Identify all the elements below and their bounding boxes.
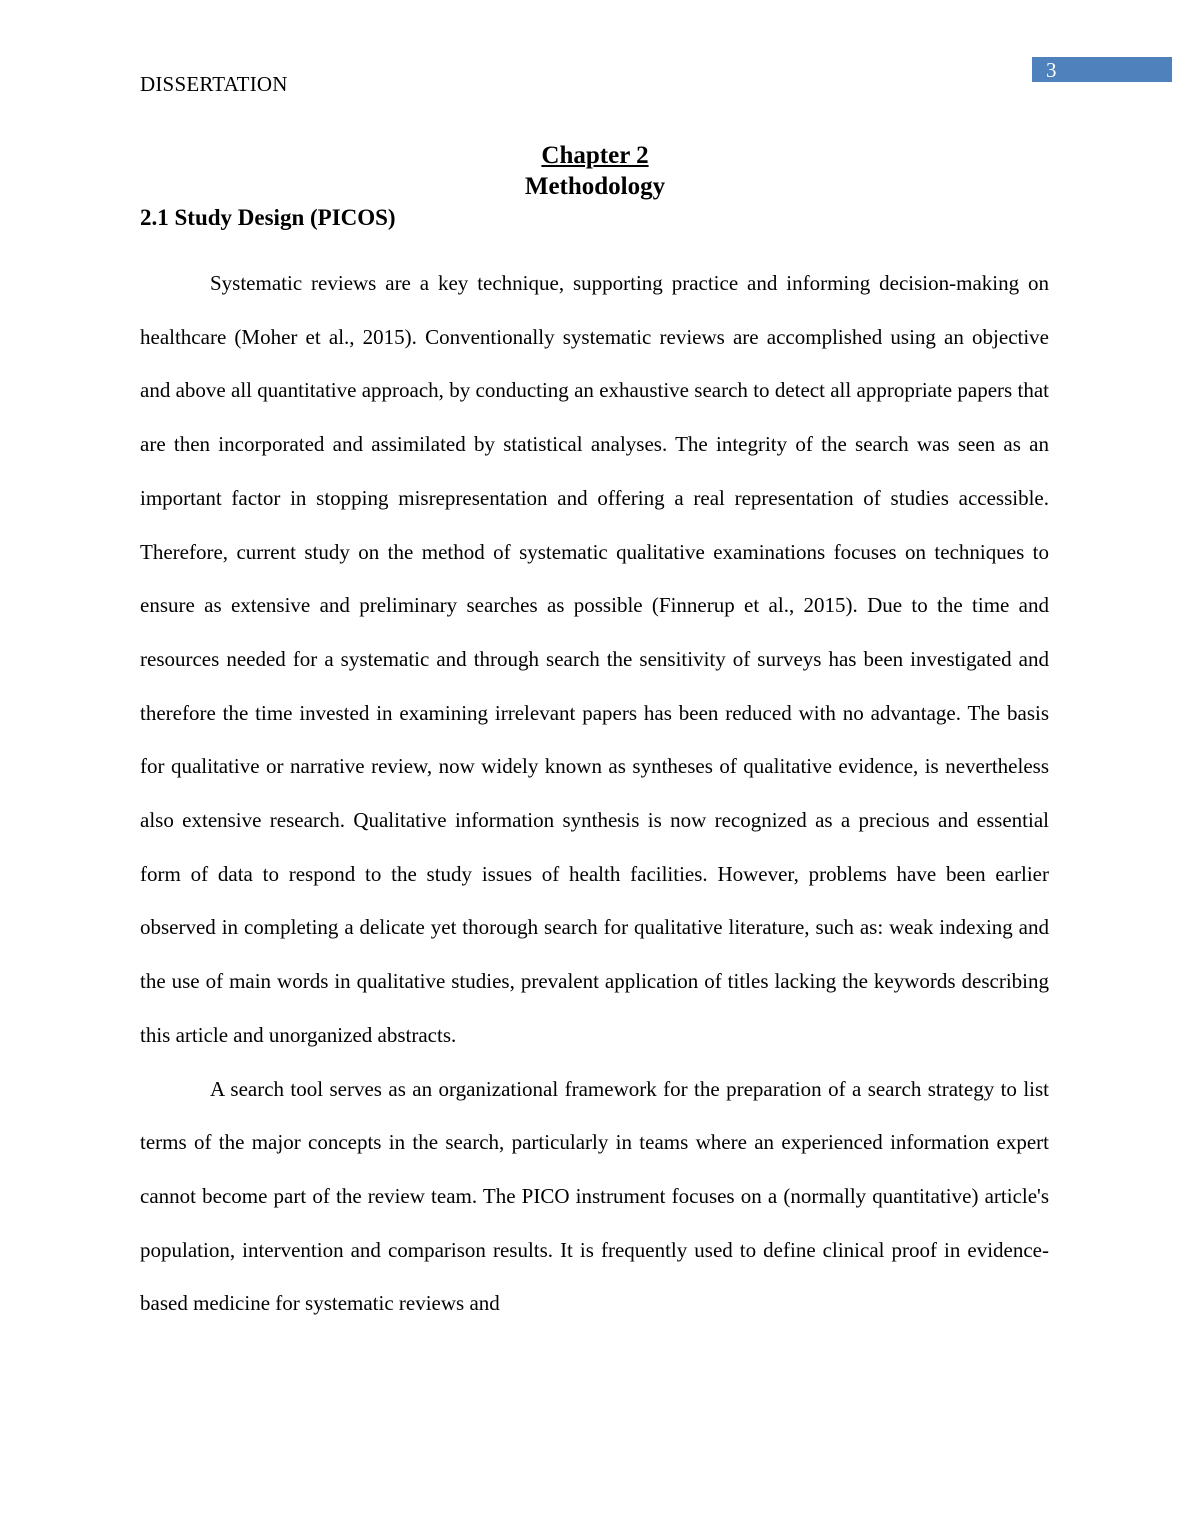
paragraph-1: Systematic reviews are a key technique, supporting practice and informing decision-making on healthcare (Moher et al., 2015). Conventionally systematic reviews are accomplished using an objective and above all quantitative approach, by conducting an exhaustive search to detect all appropriate papers that are then incorporated and assimilated by statistical analyses. The integrity of the search was seen as an important factor in stopping misrepresentation and offering a real representation of studies accessible. Therefore, current study on the method of systematic qualitative examinations focuses on techniques to ensure as extensive and preliminary searches as possible (Finnerup et al., 2015). Due to the time and resources needed for a systematic and through search the sensitivity of surveys has been investigated and therefore the time invested in examining irrelevant papers has been reduced with no advantage. The basis for qualitative or narrative review, now widely known as syntheses of qualitative evidence, is nevertheless also extensive research. Qualitative information synthesis is now recognized as a precious and essential form of data to respond to the study issues of health facilities. However, problems have been earlier observed in completing a delicate yet thorough search for qualitative literature, such as: weak indexing and the use of main words in qualitative studies, prevalent application of titles lacking the keywords describing this article and unorganized abstracts. (140, 271, 1049, 1047)
running-head: DISSERTATION (140, 72, 288, 96)
paragraph-2: A search tool serves as an organizational framework for the preparation of a search strategy to list terms of the major concepts in the search, particularly in teams where an experienced information expert cannot become part of the review team. The PICO instrument focuses on a (normally quantitative) article's population, intervention and comparison results. It is frequently used to define clinical proof in evidence-based medicine for systematic reviews and (140, 1076, 1049, 1316)
page-number: 3 (1046, 58, 1057, 82)
chapter-subtitle: Methodology (524, 173, 666, 200)
chapter-title: Chapter 2 (541, 142, 649, 169)
body-text (140, 257, 1049, 1331)
page-number-box (1032, 57, 1172, 82)
section-heading: 2.1 Study Design (PICOS) (140, 205, 396, 230)
